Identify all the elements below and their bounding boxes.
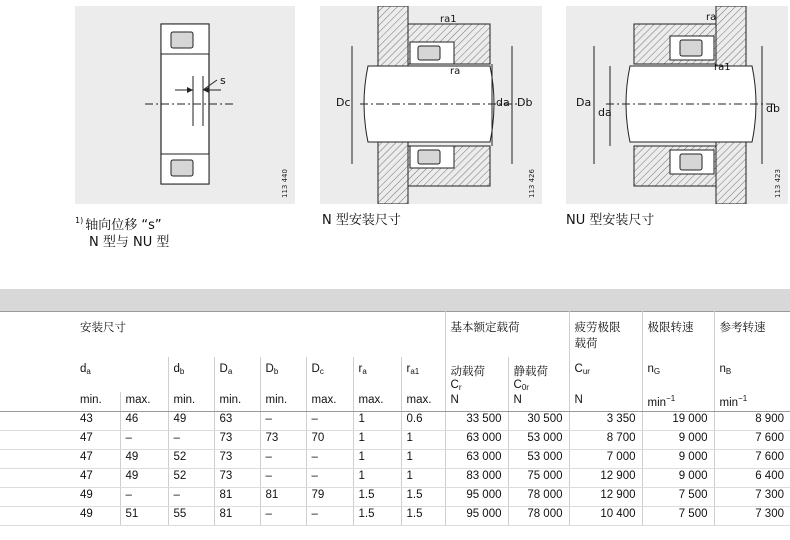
- header-mounting-dims: 安装尺寸: [80, 322, 126, 334]
- mounting-dimensions-table: [0, 311, 790, 526]
- col-Db: $D_b$: [260, 357, 306, 392]
- caption-n-mounting: N 型安装尺寸: [322, 213, 401, 228]
- table-row: [0, 488, 790, 507]
- unit-cell: N: [445, 392, 508, 412]
- table-cell: 12 900: [569, 488, 642, 507]
- figure-code: 113 440: [281, 169, 289, 198]
- table-cell: 10 400: [569, 507, 642, 526]
- table-cell: –: [260, 450, 306, 469]
- unit-cell: $\min^{-1}$: [642, 392, 714, 412]
- label-db: db: [766, 102, 780, 115]
- table-row: [0, 431, 790, 450]
- table-row: [0, 450, 790, 469]
- table-cell: –: [120, 431, 168, 450]
- table-row: [0, 507, 790, 526]
- table-cell: 63: [214, 412, 260, 431]
- table-cell: 12 900: [569, 469, 642, 488]
- table-body: [0, 412, 790, 526]
- table-cell: –: [168, 431, 214, 450]
- figure-axial-displacement: [75, 6, 295, 204]
- header-reference-speed: 参考转速: [714, 311, 790, 357]
- table-cell: 1: [353, 450, 401, 469]
- col-Cur: $C_{ur}$: [569, 357, 642, 392]
- col-Da: $D_a$: [214, 357, 260, 392]
- table-cell: –: [260, 412, 306, 431]
- table-cell: 83 000: [445, 469, 508, 488]
- label-ra1: ra1: [440, 14, 457, 25]
- col-ra1: $r_{a1}$: [401, 357, 445, 392]
- caption-line-2: N 型与 NU 型: [89, 235, 170, 250]
- table-cell: 6 400: [714, 469, 790, 488]
- table-cell: 1: [353, 469, 401, 488]
- table-cell: 7 300: [714, 507, 790, 526]
- table-cell: 49: [0, 488, 120, 507]
- header-row-symbols: [0, 357, 790, 392]
- table-cell: 43: [0, 412, 120, 431]
- table-row: [0, 412, 790, 431]
- table-cell: 78 000: [508, 488, 569, 507]
- table-cell: 1.5: [401, 507, 445, 526]
- col-Dc: $D_c$: [306, 357, 353, 392]
- table-top-band: [0, 289, 790, 311]
- col-C0r: 静载荷 $C_{0r}$: [508, 357, 569, 392]
- unit-cell: max.: [306, 392, 353, 412]
- figure-code: 113 426: [528, 169, 536, 198]
- table-cell: 1: [401, 450, 445, 469]
- bearing-section-drawing: [75, 6, 295, 204]
- table-cell: 81: [214, 507, 260, 526]
- table-cell: 8 700: [569, 431, 642, 450]
- table-cell: 47: [0, 469, 120, 488]
- table-cell: 3 350: [569, 412, 642, 431]
- table-cell: 7 300: [714, 488, 790, 507]
- col-db: $d_b$: [168, 357, 214, 392]
- label-s: s: [220, 74, 226, 87]
- table-cell: 1.5: [401, 488, 445, 507]
- header-basic-load: 基本额定载荷: [445, 311, 569, 357]
- table-cell: –: [120, 488, 168, 507]
- table-cell: 46: [120, 412, 168, 431]
- unit-cell: min.: [0, 392, 120, 412]
- unit-cell: max.: [401, 392, 445, 412]
- label-ra1: ra1: [714, 62, 731, 73]
- col-nG: $n_G$: [642, 357, 714, 392]
- table-cell: –: [260, 507, 306, 526]
- table-cell: 49: [168, 412, 214, 431]
- figure-nu-mounting: [566, 6, 788, 204]
- col-nB: $n_B$: [714, 357, 790, 392]
- label-dc: Dc: [336, 96, 351, 109]
- table-cell: 0.6: [401, 412, 445, 431]
- table-cell: 73: [214, 450, 260, 469]
- table-cell: –: [168, 488, 214, 507]
- header-row-groups: [0, 311, 790, 357]
- label-ra: ra: [706, 12, 717, 23]
- table-cell: 49: [120, 450, 168, 469]
- caption-line-1: 轴向位移 “s”: [85, 218, 162, 233]
- table-cell: 1.5: [353, 488, 401, 507]
- unit-cell: max.: [353, 392, 401, 412]
- table-cell: 95 000: [445, 488, 508, 507]
- unit-cell: min.: [214, 392, 260, 412]
- table-cell: 49: [0, 507, 120, 526]
- table-cell: –: [306, 469, 353, 488]
- unit-cell: $\min^{-1}$: [714, 392, 790, 412]
- table-cell: 1: [401, 469, 445, 488]
- table-cell: 75 000: [508, 469, 569, 488]
- table-cell: 51: [120, 507, 168, 526]
- table-cell: 79: [306, 488, 353, 507]
- table-cell: 95 000: [445, 507, 508, 526]
- table-cell: 70: [306, 431, 353, 450]
- label-da-inner: da: [598, 106, 612, 119]
- table-cell: –: [306, 507, 353, 526]
- table-cell: 73: [214, 469, 260, 488]
- table-cell: 49: [120, 469, 168, 488]
- col-da: $d_a$: [80, 363, 91, 376]
- unit-cell: N: [569, 392, 642, 412]
- table-cell: 53 000: [508, 450, 569, 469]
- table-cell: 1.5: [353, 507, 401, 526]
- table-cell: 1: [401, 431, 445, 450]
- table-cell: 7 600: [714, 431, 790, 450]
- caption-axial-displacement: [75, 212, 169, 251]
- table-cell: 7 600: [714, 450, 790, 469]
- table-cell: 7 500: [642, 507, 714, 526]
- nu-mounting-drawing: [566, 6, 788, 204]
- table-cell: 8 900: [714, 412, 790, 431]
- table-cell: 1: [353, 412, 401, 431]
- col-ra: $r_a$: [353, 357, 401, 392]
- footnote-mark: 1): [75, 216, 84, 225]
- unit-cell: N: [508, 392, 569, 412]
- table-cell: 52: [168, 450, 214, 469]
- table-cell: 53 000: [508, 431, 569, 450]
- table-cell: 63 000: [445, 431, 508, 450]
- table-cell: 9 000: [642, 469, 714, 488]
- table-cell: 47: [0, 450, 120, 469]
- table-cell: 81: [214, 488, 260, 507]
- table-cell: 52: [168, 469, 214, 488]
- table-cell: 9 000: [642, 431, 714, 450]
- header-fatigue-load: 疲劳极限 载荷: [569, 311, 642, 357]
- table-cell: –: [306, 412, 353, 431]
- table-cell: –: [306, 450, 353, 469]
- label-da-outer: Da: [576, 96, 592, 109]
- header-row-units: [0, 392, 790, 412]
- table-cell: 19 000: [642, 412, 714, 431]
- caption-nu-mounting: NU 型安装尺寸: [566, 213, 655, 228]
- label-db: Db: [517, 96, 533, 109]
- table-cell: –: [260, 469, 306, 488]
- table-cell: 7 000: [569, 450, 642, 469]
- unit-cell: min.: [168, 392, 214, 412]
- table-cell: 78 000: [508, 507, 569, 526]
- table-cell: 73: [260, 431, 306, 450]
- table-cell: 63 000: [445, 450, 508, 469]
- unit-cell: min.: [260, 392, 306, 412]
- table-cell: 73: [214, 431, 260, 450]
- label-ra: ra: [450, 66, 461, 77]
- table-cell: 33 500: [445, 412, 508, 431]
- figure-n-mounting: [320, 6, 542, 204]
- table-cell: 1: [353, 431, 401, 450]
- table-cell: 30 500: [508, 412, 569, 431]
- header-limit-speed: 极限转速: [642, 311, 714, 357]
- figure-code: 113 423: [774, 169, 782, 198]
- table-cell: 9 000: [642, 450, 714, 469]
- table-cell: 47: [0, 431, 120, 450]
- table-row: [0, 469, 790, 488]
- table-cell: 55: [168, 507, 214, 526]
- unit-cell: max.: [120, 392, 168, 412]
- table-cell: 81: [260, 488, 306, 507]
- table-cell: 7 500: [642, 488, 714, 507]
- col-Cr: 动载荷 $C_r$: [445, 357, 508, 392]
- label-da: da: [496, 96, 510, 109]
